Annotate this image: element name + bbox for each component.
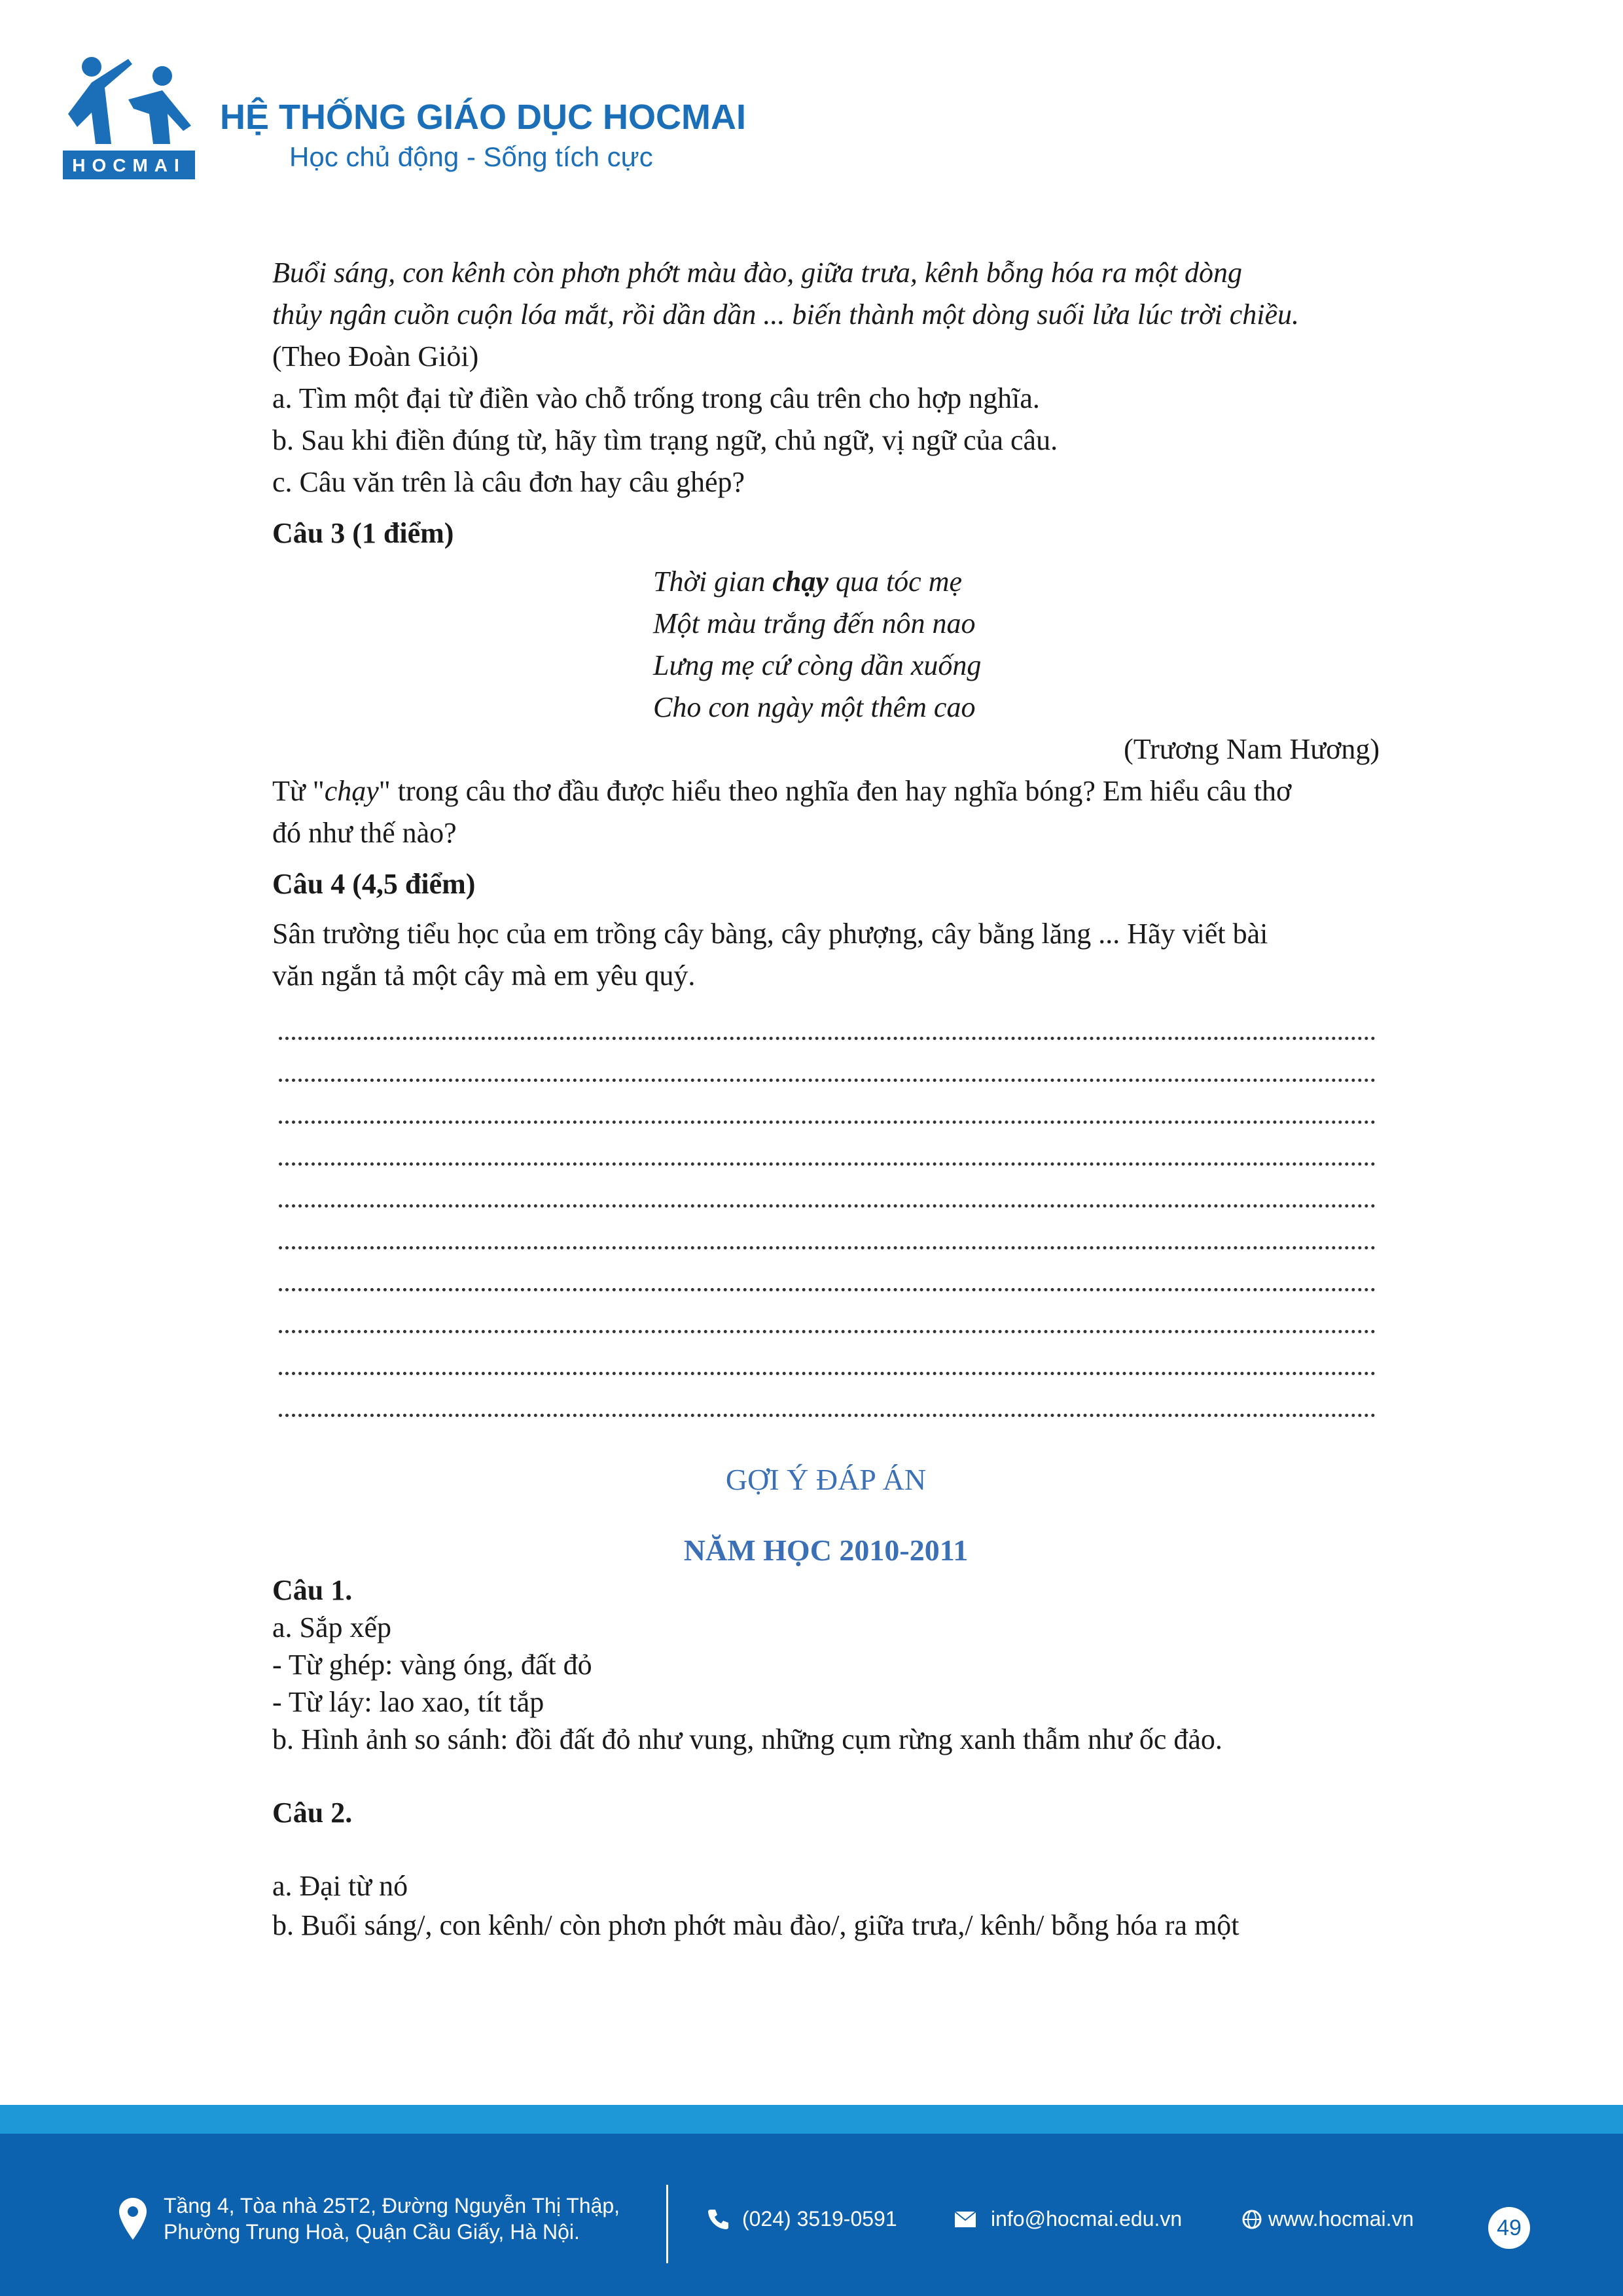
cau2-passage-line-2: thủy ngân cuồn cuộn lóa mắt, rồi dần dần ... biến thành một dòng suối lửa lúc trời chiều. xyxy=(272,298,1300,331)
ans-cau1-tu-lay: - Từ láy: lao xao, tít tắp xyxy=(272,1686,544,1718)
ans-cau1-a: a. Sắp xếp xyxy=(272,1611,392,1643)
writing-line xyxy=(279,1291,1376,1333)
cau3-question-line-1 xyxy=(272,770,1380,812)
poem-line-1-pre: Thời gian xyxy=(653,565,773,598)
cau3-heading: Câu 3 (1 điểm) xyxy=(272,517,454,549)
writing-line xyxy=(279,1082,1376,1124)
poem-line-1-post: qua tóc mẹ xyxy=(828,565,962,598)
document-body xyxy=(272,252,1380,1946)
cau3-question-line-2: đó như thế nào? xyxy=(272,817,457,849)
footer-address-line-2: Phường Trung Hoà, Quận Cầu Giấy, Hà Nội. xyxy=(164,2220,580,2244)
footer-website[interactable]: www.hocmai.vn xyxy=(1268,2207,1414,2231)
ans-cau1-heading: Câu 1. xyxy=(272,1574,353,1606)
footer-address-line-1: Tầng 4, Tòa nhà 25T2, Đường Nguyễn Thị Thập, xyxy=(164,2194,620,2217)
brand-title: HỆ THỐNG GIÁO DỤC HOCMAI xyxy=(220,98,746,137)
cau3-q-word: chạy xyxy=(324,775,379,807)
ans-cau2-heading: Câu 2. xyxy=(272,1797,353,1829)
email-icon xyxy=(954,2211,976,2228)
hocmai-logo xyxy=(63,54,195,179)
writing-line xyxy=(279,1375,1376,1417)
writing-line xyxy=(279,1040,1376,1082)
poem-line-4: Cho con ngày một thêm cao xyxy=(653,691,976,723)
page-number: 49 xyxy=(1488,2207,1530,2249)
brand-slogan: Học chủ động - Sống tích cực xyxy=(289,141,653,172)
phone-icon xyxy=(707,2207,730,2231)
location-icon xyxy=(118,2197,148,2241)
writing-lines xyxy=(272,998,1380,1417)
cau2-source: (Theo Đoàn Giỏi) xyxy=(272,340,479,372)
writing-line xyxy=(279,1124,1376,1166)
writing-line xyxy=(279,1333,1376,1375)
footer-phone[interactable]: (024) 3519-0591 xyxy=(742,2207,897,2231)
ans-cau2-b: b. Buổi sáng/, con kênh/ còn phơn phớt màu đào/, giữa trưa,/ kênh/ bỗng hóa ra một xyxy=(272,1909,1240,1941)
cau3-poem xyxy=(272,561,1380,728)
cau2-question-c: c. Câu văn trên là câu đơn hay câu ghép? xyxy=(272,466,745,498)
cau4-question-line-2: văn ngắn tả một cây mà em yêu quý. xyxy=(272,960,696,992)
cau2-passage-line-1: Buổi sáng, con kênh còn phơn phớt màu đào, giữa trưa, kênh bỗng hóa ra một dòng xyxy=(272,257,1243,289)
answer-title: GỢI Ý ĐÁP ÁN xyxy=(725,1463,927,1496)
ans-cau1-b: b. Hình ảnh so sánh: đồi đất đỏ như vung, những cụm rừng xanh thẫm như ốc đảo. xyxy=(272,1723,1222,1755)
cau4-heading: Câu 4 (4,5 điểm) xyxy=(272,868,476,900)
footer-band xyxy=(0,2105,1623,2134)
poem-line-3: Lưng mẹ cứ còng dần xuống xyxy=(653,649,982,681)
writing-line xyxy=(279,1166,1376,1208)
cau2-question-a: a. Tìm một đại từ điền vào chỗ trống trong câu trên cho hợp nghĩa. xyxy=(272,382,1040,414)
writing-line xyxy=(279,998,1376,1040)
logo-text: HOCMAI xyxy=(72,155,186,175)
answer-year: NĂM HỌC 2010-2011 xyxy=(683,1534,969,1567)
writing-line xyxy=(279,1208,1376,1249)
poem-line-2: Một màu trắng đến nôn nao xyxy=(653,607,976,639)
footer-divider xyxy=(666,2185,668,2263)
cau2-question-b: b. Sau khi điền đúng từ, hãy tìm trạng ngữ, chủ ngữ, vị ngữ của câu. xyxy=(272,424,1058,456)
cau4-question-line-1: Sân trường tiểu học của em trồng cây bàng, cây phượng, cây bằng lăng ... Hãy viết bài xyxy=(272,918,1268,950)
globe-icon xyxy=(1242,2210,1262,2229)
footer xyxy=(0,2134,1623,2296)
cau3-q-post: " trong câu thơ đầu được hiểu theo nghĩa đen hay nghĩa bóng? Em hiểu câu thơ xyxy=(378,775,1292,807)
footer-email[interactable]: info@hocmai.edu.vn xyxy=(991,2207,1183,2231)
poem-bold-word: chạy xyxy=(772,565,829,598)
ans-cau1-tu-ghep: - Từ ghép: vàng óng, đất đỏ xyxy=(272,1649,592,1681)
cau3-q-pre: Từ " xyxy=(272,775,325,807)
poem-author: (Trương Nam Hương) xyxy=(1124,733,1380,765)
writing-line xyxy=(279,1249,1376,1291)
poem-line-1 xyxy=(653,561,1380,603)
ans-cau2-a: a. Đại từ nó xyxy=(272,1870,408,1902)
